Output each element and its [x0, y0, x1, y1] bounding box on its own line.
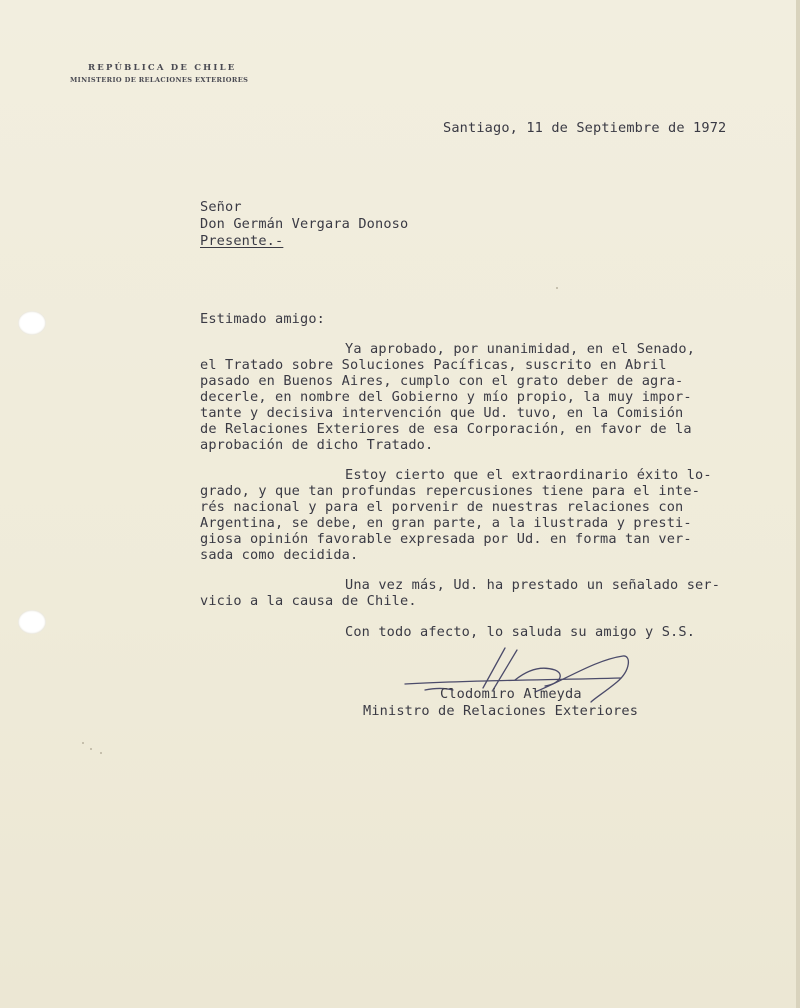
addressee-presente	[200, 233, 283, 249]
letterhead-country: REPÚBLICA DE CHILE	[88, 63, 237, 73]
greeting: Estimado amigo:	[200, 311, 326, 327]
paragraph-2-line: giosa opinión favorable expresada por Ud. en forma tan ver-	[200, 531, 692, 547]
paragraph-1-line: Ya aprobado, por unanimidad, en el Senado,	[345, 341, 696, 357]
paper-speck	[90, 748, 92, 750]
paper-edge	[796, 0, 800, 1008]
paragraph-2-line: Argentina, se debe, en gran parte, a la ilustrada y presti-	[200, 515, 692, 531]
paragraph-2-line: grado, y que tan profundas repercusiones tiene para el inte-	[200, 483, 701, 499]
paper-speck	[100, 752, 102, 754]
paper-speck	[82, 742, 84, 744]
paragraph-2-line: Estoy cierto que el extraordinario éxito lo-	[345, 467, 712, 483]
paragraph-1-line: el Tratado sobre Soluciones Pacíficas, suscrito en Abril	[200, 357, 667, 373]
addressee-salutation: Señor	[200, 199, 242, 215]
paragraph-2-line: rés nacional y para el porvenir de nuestras relaciones con	[200, 499, 684, 515]
paragraph-3-line: Una vez más, Ud. ha prestado un señalado ser-	[345, 577, 721, 593]
letterhead-ministry: MINISTERIO DE RELACIONES EXTERIORES	[70, 76, 249, 84]
paragraph-3-line: vicio a la causa de Chile.	[200, 593, 417, 609]
signer-name: Clodomiro Almeyda	[440, 686, 582, 702]
paragraph-1-line: tante y decisiva intervención que Ud. tuvo, en la Comisión	[200, 405, 684, 421]
punch-hole-top	[18, 311, 46, 335]
paragraph-1-line: decerle, en nombre del Gobierno y mío propio, la muy impor-	[200, 389, 692, 405]
paragraph-1-line: pasado en Buenos Aires, cumplo con el grato deber de agra-	[200, 373, 684, 389]
punch-hole-bottom	[18, 610, 46, 634]
presente-text: Presente.-	[200, 233, 284, 249]
paper-speck	[556, 287, 558, 289]
closing-line: Con todo afecto, lo saluda su amigo y S.S.	[345, 624, 696, 640]
paragraph-1-line: aprobación de dicho Tratado.	[200, 437, 434, 453]
paragraph-2-line: sada como decidida.	[200, 547, 359, 563]
letterhead	[70, 62, 248, 86]
letter-date: Santiago, 11 de Septiembre de 1972	[443, 120, 727, 136]
signer-title: Ministro de Relaciones Exteriores	[363, 703, 639, 719]
paragraph-1-line: de Relaciones Exteriores de esa Corporación, en favor de la	[200, 421, 692, 437]
addressee-name: Don Germán Vergara Donoso	[200, 216, 409, 232]
